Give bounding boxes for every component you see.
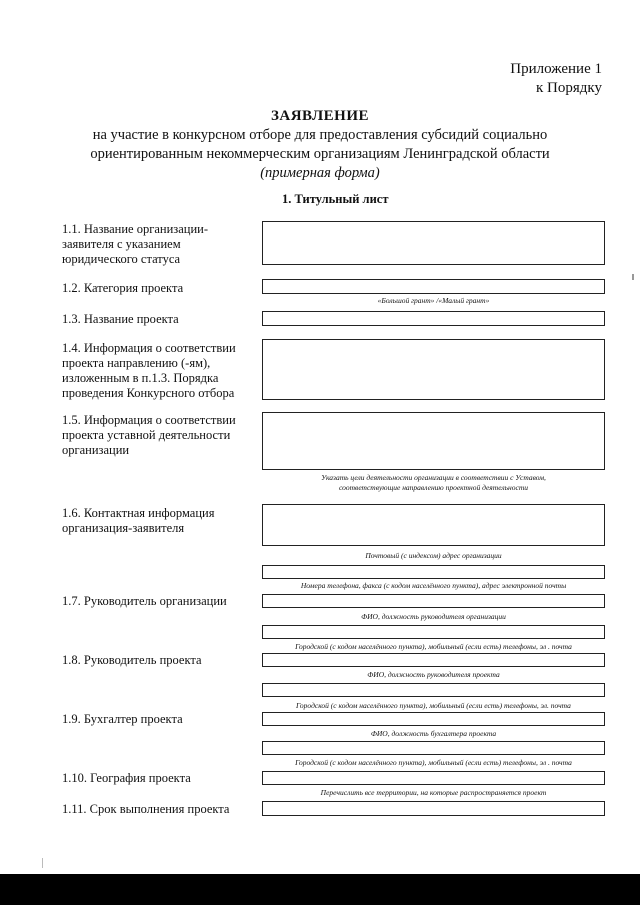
- hint-organization-phones: Номера телефона, факса (с кодом населённого пункта), адрес электронной почты: [300, 581, 567, 590]
- project-name-field[interactable]: [262, 311, 605, 326]
- field-label-contact-info: 1.6. Контактная информация организация-заявителя: [62, 506, 215, 535]
- hint-project-head-name: ФИО, должность руководителя проекта: [367, 670, 500, 679]
- scan-speck: [632, 274, 634, 280]
- project-category-field[interactable]: [262, 279, 605, 294]
- appendix-line1: Приложение 1: [510, 61, 602, 77]
- field-label-project-name: 1.3. Название проекта: [62, 312, 179, 326]
- accountant-name-field[interactable]: [262, 712, 605, 726]
- document-subtitle-line1: на участие в конкурсном отборе для предоставления субсидий социально: [92, 127, 548, 143]
- hint-organization-head-name: ФИО, должность руководителя организации: [361, 612, 506, 621]
- accountant-phones-field[interactable]: [262, 741, 605, 755]
- organization-head-name-field[interactable]: [262, 594, 605, 608]
- section-title: 1. Титульный лист: [282, 192, 389, 206]
- hint-postal-address: Почтовый (с индексом) адрес организации: [365, 551, 502, 560]
- hint-project-category: «Большой грант» /«Малый грант»: [377, 296, 490, 305]
- hint-organization-head-phones: Городской (с кодом населённого пункта), мобильный (если есть) телефоны, эл . почта: [295, 642, 572, 651]
- scan-bottom-edge: [0, 874, 640, 905]
- field-label-statute-compliance: 1.5. Информация о соответствии проекта уставной деятельности организации: [62, 413, 236, 457]
- document-subtitle-line2: ориентированным некоммерческим организациям Ленинградской области: [90, 146, 550, 162]
- hint-statute-line1: Указать цели деятельности организации в соответствии с Уставом,: [321, 473, 546, 482]
- field-label-project-duration: 1.11. Срок выполнения проекта: [62, 802, 230, 816]
- hint-statute-line2: соответствующие направлению проектной деятельности: [339, 483, 528, 492]
- hint-project-head-phones: Городской (с кодом населённого пункта), мобильный (если есть) телефоны, эл. почта: [296, 701, 571, 710]
- organization-head-phones-field[interactable]: [262, 625, 605, 639]
- hint-accountant-phones: Городской (с кодом населённого пункта), мобильный (если есть) телефоны, эл . почта: [295, 758, 572, 767]
- hint-project-geography: Перечислить все территории, на которые распространяется проект: [320, 788, 547, 797]
- field-label-project-head: 1.8. Руководитель проекта: [62, 653, 202, 667]
- postal-address-field[interactable]: [262, 504, 605, 546]
- scan-speck: [42, 858, 43, 868]
- project-head-phones-field[interactable]: [262, 683, 605, 697]
- field-label-organization-name: 1.1. Название организации-заявителя с указанием юридического статуса: [62, 222, 208, 266]
- project-duration-field[interactable]: [262, 801, 605, 816]
- organization-name-field[interactable]: [262, 221, 605, 265]
- hint-accountant-name: ФИО, должность бухгалтера проекта: [370, 729, 497, 738]
- project-geography-field[interactable]: [262, 771, 605, 785]
- statute-compliance-field[interactable]: [262, 412, 605, 470]
- field-label-project-accountant: 1.9. Бухгалтер проекта: [62, 712, 183, 726]
- organization-phones-field[interactable]: [262, 565, 605, 579]
- appendix-line2: к Порядку: [536, 80, 602, 96]
- direction-compliance-field[interactable]: [262, 339, 605, 400]
- field-label-project-geography: 1.10. География проекта: [62, 771, 191, 785]
- document-title: ЗАЯВЛЕНИЕ: [270, 108, 370, 124]
- project-head-name-field[interactable]: [262, 653, 605, 667]
- field-label-project-category: 1.2. Категория проекта: [62, 281, 184, 295]
- field-label-organization-head: 1.7. Руководитель организации: [62, 594, 227, 608]
- appendix-reference: [510, 60, 602, 98]
- field-label-direction-compliance: 1.4. Информация о соответствии проекта направлению (-ям), изложенным в п.1.3. Порядка проведения Конкурсного отбора: [62, 341, 236, 400]
- document-subtitle-form-note: (примерная форма): [260, 165, 380, 181]
